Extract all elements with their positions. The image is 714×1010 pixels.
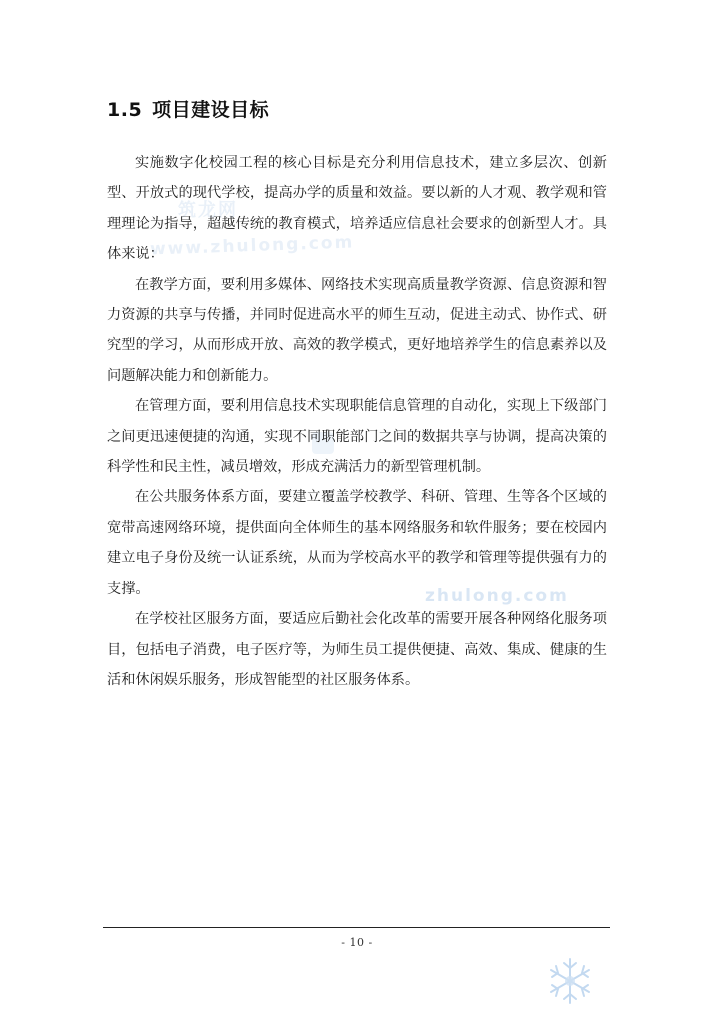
paragraph-intro: 实施数字化校园工程的核心目标是充分利用信息技术，建立多层次、创新型、开放式的现代学校，提高办学的质量和效益。要以新的人才观、教学观和管理理论为指导，超越传统的教育模式，培养适应信息社会要求的创新型人才。具体来说： [107,155,607,263]
section-heading [107,95,269,122]
watermark-text: 筑龙网 [178,200,238,221]
section-number: 1.5 [107,99,143,121]
watermark-site: zhulong.com [425,586,569,606]
body-text [107,148,607,695]
watermark-url: www.zhulong.com [149,232,355,260]
paragraph-public-service: 在公共服务体系方面，要建立覆盖学校教学、科研、管理、生等各个区域的宽带高速网络环境，提供面向全体师生的基本网络服务和软件服务；要在校园内建立电子身份及统一认证系统，从而为学校高水平的教学和管理等提供强有力的支撑。 [107,489,607,597]
section-title: 项目建设目标 [152,99,270,121]
paragraph-management: 在管理方面，要利用信息技术实现职能信息管理的自动化，实现上下级部门之间更迅速便捷的沟通，实现不同职能部门之间的数据共享与协调，提高决策的科学性和民主性，减员增效，形成充满活力的新型管理机制。 [107,398,607,476]
snowflake-logo-icon [544,955,596,1007]
paragraph-community-service: 在学校社区服务方面，要适应后勤社会化改革的需要开展各种网络化服务项目，包括电子消费，电子医疗等，为师生员工提供便捷、高效、集成、健康的生活和休闲娱乐服务，形成智能型的社区服务体系。 [107,611,607,688]
footer-divider [103,927,610,928]
page-number: - 10 - [341,936,373,949]
paragraph-teaching: 在教学方面，要利用多媒体、网络技术实现高质量教学资源、信息资源和智力资源的共享与传播，并同时促进高水平的师生互动，促进主动式、协作式、研究型的学习，从而形成开放、高效的教学模式，更好地培养学生的信息素养以及问题解决能力和创新能力。 [107,276,607,384]
